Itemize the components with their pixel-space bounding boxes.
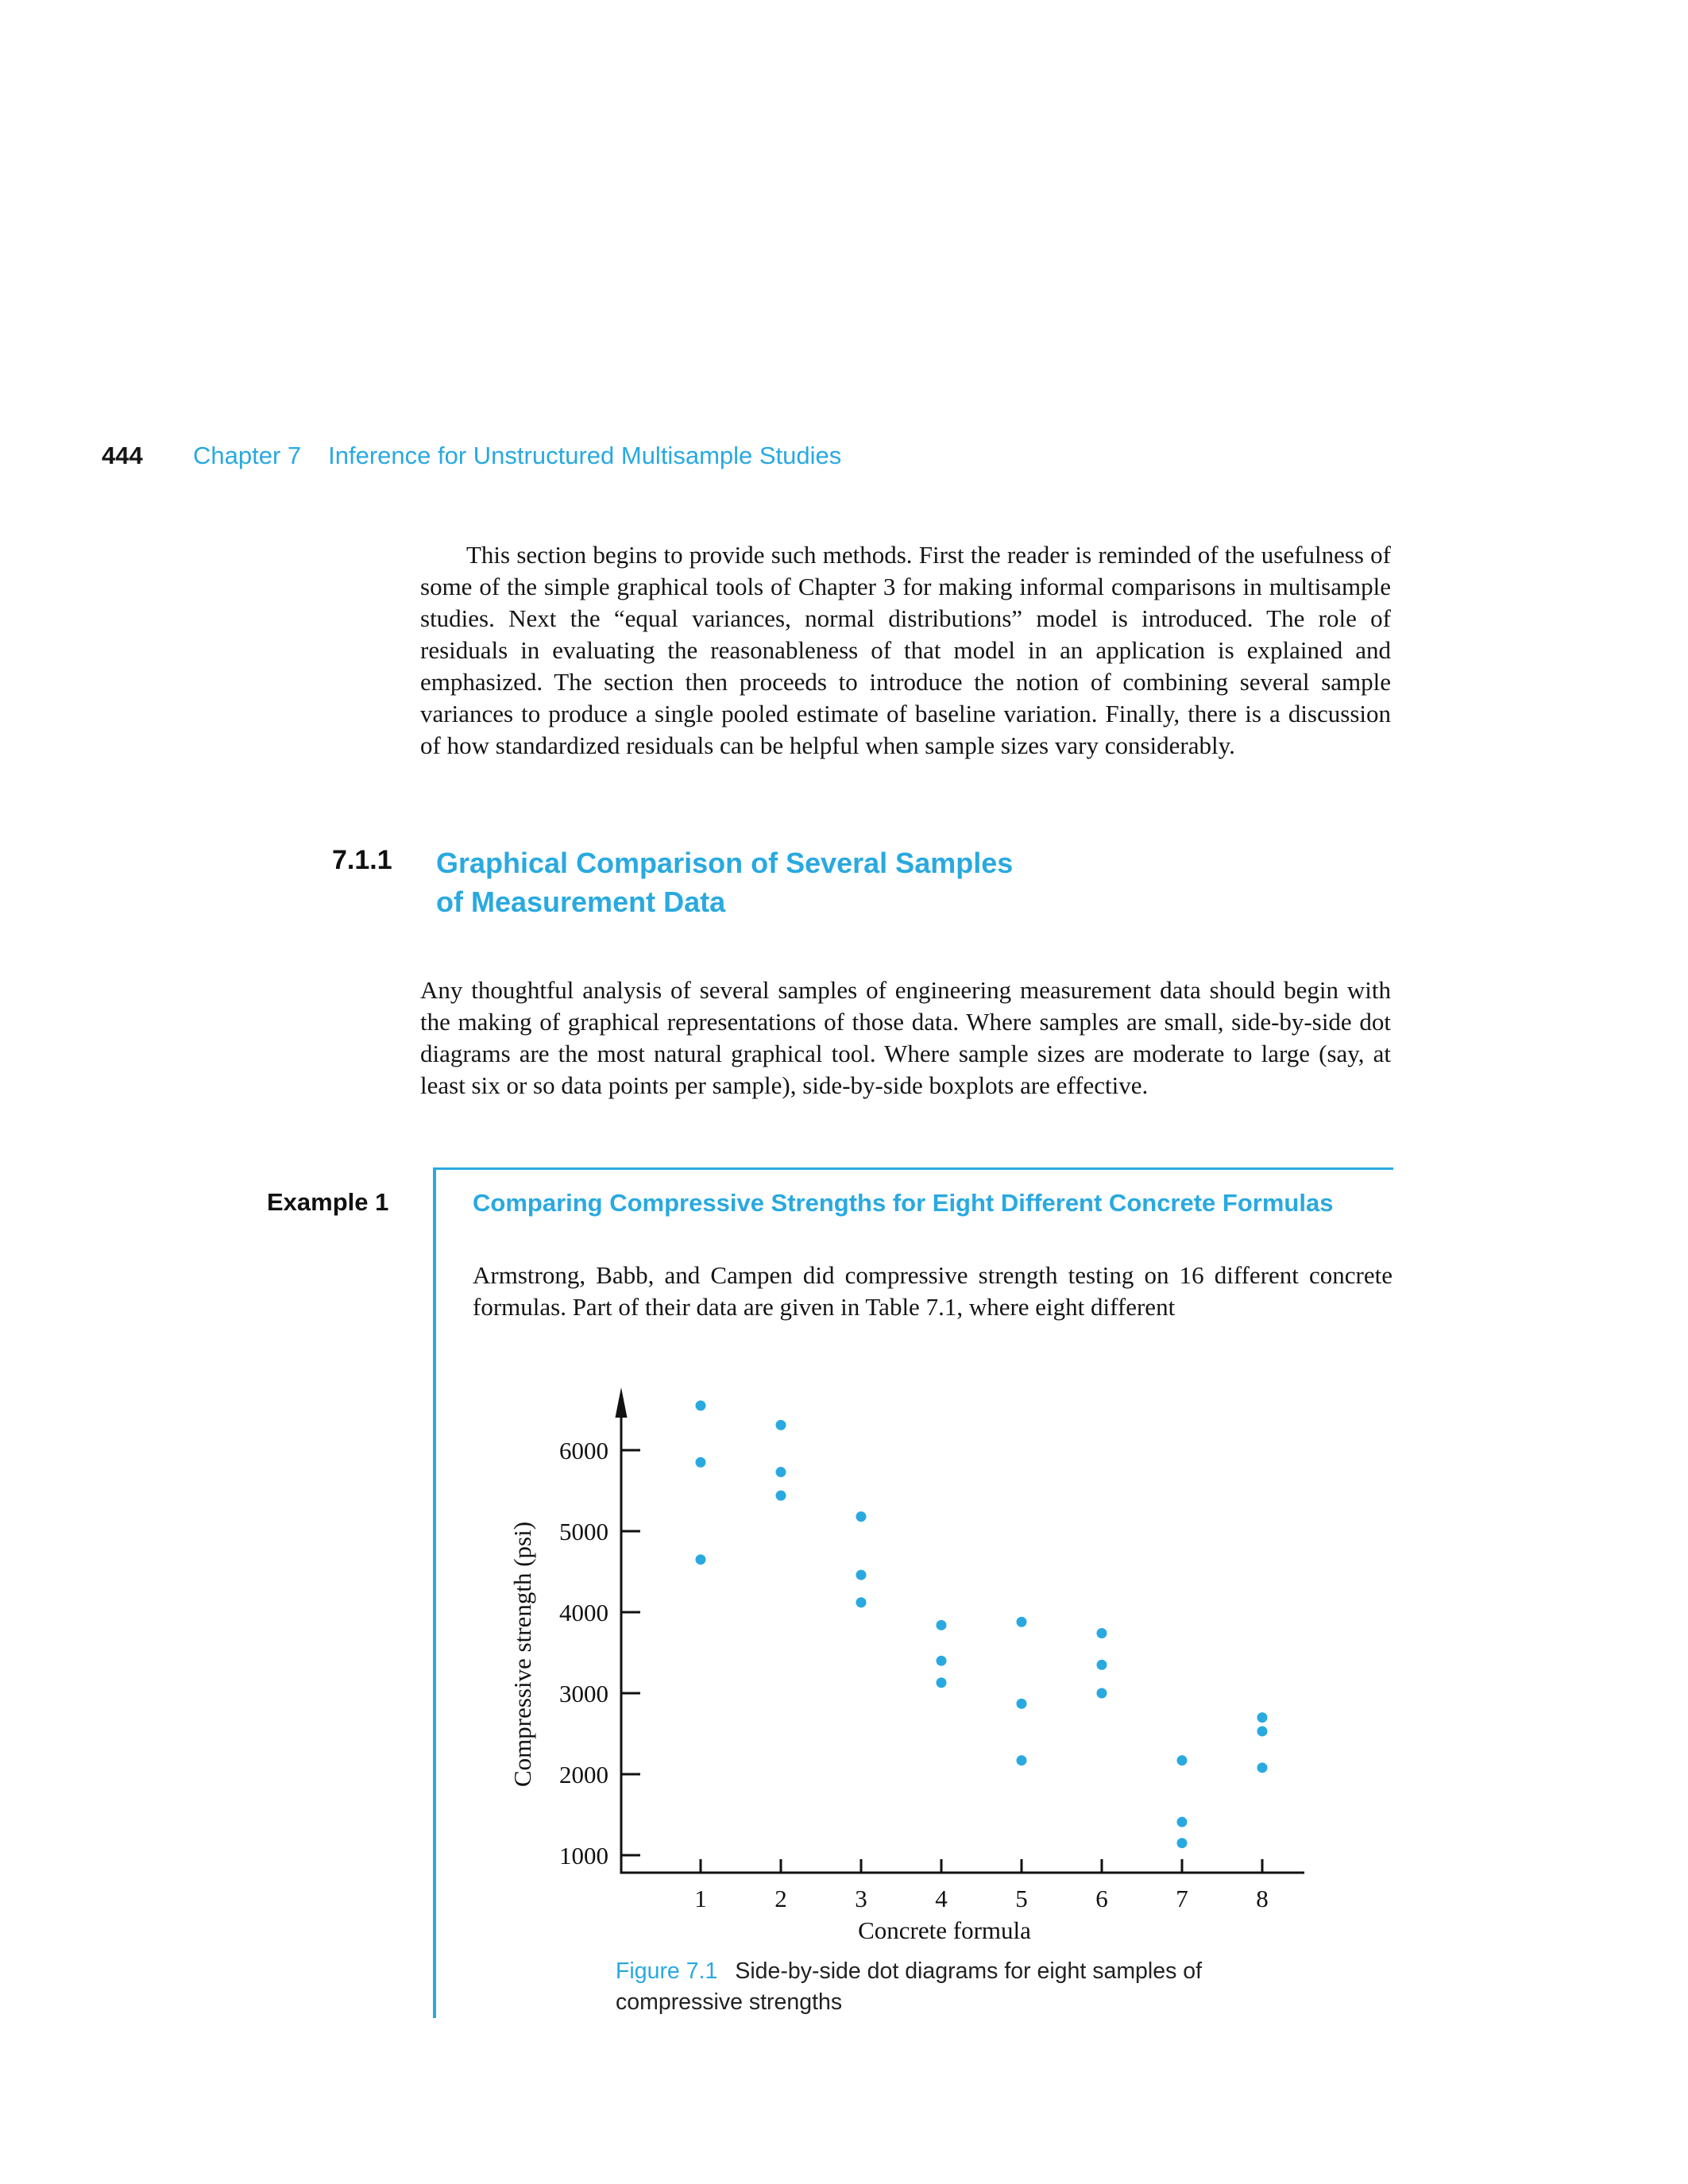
figure-caption-text: Side-by-side dot diagrams for eight samples of compressive strengths	[616, 1958, 1203, 2015]
y-axis-arrowhead-icon	[616, 1387, 628, 1418]
figure-label: Figure 7.1	[616, 1958, 718, 1984]
data-dot	[1097, 1628, 1107, 1638]
x-tick-label: 6	[1095, 1885, 1108, 1912]
data-dot	[1097, 1660, 1107, 1670]
section-title-line2: of Measurement Data	[436, 886, 726, 918]
data-dot	[696, 1554, 706, 1565]
intro-paragraph: This section begins to provide such methods. First the reader is reminded of the usefulness of some of the simple graphical tools of Chapter 3 for making informal comparisons in multisample studies. Next the “equal variances, normal distributions” model is introduced. The role of residuals in evaluating the reasonableness of that model in an application is explained and emphasized. The section then proceeds to introduce the notion of combining several sample variances to produce a single pooled estimate of baseline variation. Finally, there is a discussion of how standardized residuals can be helpful when sample sizes vary considerably.	[420, 541, 1391, 759]
example-paragraph: Armstrong, Babb, and Campen did compressive strength testing on 16 different concrete formulas. Part of their data are given in Table 7.1, where eight different	[473, 1261, 1393, 1321]
section-paragraph: Any thoughtful analysis of several samples of engineering measurement data should begin with the making of graphical representations of those data. Where samples are small, side-by-side dot diagrams are the most natural graphical tool. Where sample sizes are moderate to large (say, at least six or so data points per sample), side-by-side boxplots are effective.	[420, 976, 1391, 1099]
data-dot	[1097, 1688, 1107, 1699]
data-dot	[776, 1491, 786, 1501]
running-head-chapter: Chapter 7	[193, 442, 302, 469]
data-dot	[1257, 1712, 1268, 1723]
section-title	[436, 843, 1013, 921]
x-tick-label: 1	[694, 1885, 707, 1912]
example-title: Comparing Compressive Strengths for Eight Different Concrete Formulas	[473, 1189, 1334, 1217]
data-dot	[696, 1400, 706, 1410]
data-dot	[937, 1656, 947, 1666]
data-dot	[1177, 1755, 1188, 1765]
y-axis-title: Compressive strength (psi)	[508, 1521, 536, 1788]
x-tick-label: 2	[774, 1885, 787, 1912]
section-title-line1: Graphical Comparison of Several Samples	[436, 847, 1014, 879]
data-dot	[696, 1457, 706, 1468]
data-dot	[776, 1467, 786, 1477]
data-dot	[937, 1620, 947, 1630]
figure-caption	[616, 1956, 1243, 2018]
x-tick-label: 3	[855, 1885, 867, 1912]
running-head	[193, 442, 841, 470]
data-dot	[776, 1420, 786, 1430]
data-dot	[1017, 1699, 1027, 1709]
chart-svg	[480, 1376, 1393, 1952]
x-tick-label: 7	[1176, 1885, 1188, 1912]
page-number: 444	[102, 442, 143, 469]
y-tick-label: 4000	[559, 1599, 608, 1626]
y-tick-label: 3000	[559, 1680, 608, 1707]
y-tick-label: 2000	[559, 1761, 608, 1788]
data-dot	[1177, 1838, 1188, 1848]
data-dot	[1017, 1617, 1027, 1627]
data-dot	[1177, 1817, 1188, 1827]
example-box	[433, 1167, 1393, 2018]
x-tick-label: 8	[1256, 1885, 1269, 1912]
data-dot	[1017, 1755, 1027, 1765]
x-axis-title: Concrete formula	[858, 1916, 1031, 1944]
running-head-title: Inference for Unstructured Multisample Studies	[328, 442, 842, 469]
section-number: 7.1.1	[332, 845, 392, 875]
data-dot	[1257, 1726, 1268, 1736]
y-tick-label: 5000	[559, 1518, 608, 1545]
y-tick-label: 1000	[559, 1842, 608, 1870]
y-tick-label: 6000	[559, 1437, 608, 1464]
data-dot	[856, 1570, 867, 1580]
data-dot	[1257, 1762, 1268, 1773]
data-dot	[856, 1597, 867, 1607]
data-dot	[856, 1511, 867, 1522]
data-dot	[937, 1677, 947, 1688]
x-tick-label: 4	[935, 1885, 948, 1912]
x-tick-label: 5	[1015, 1885, 1028, 1912]
example-label: Example 1	[267, 1188, 389, 1216]
